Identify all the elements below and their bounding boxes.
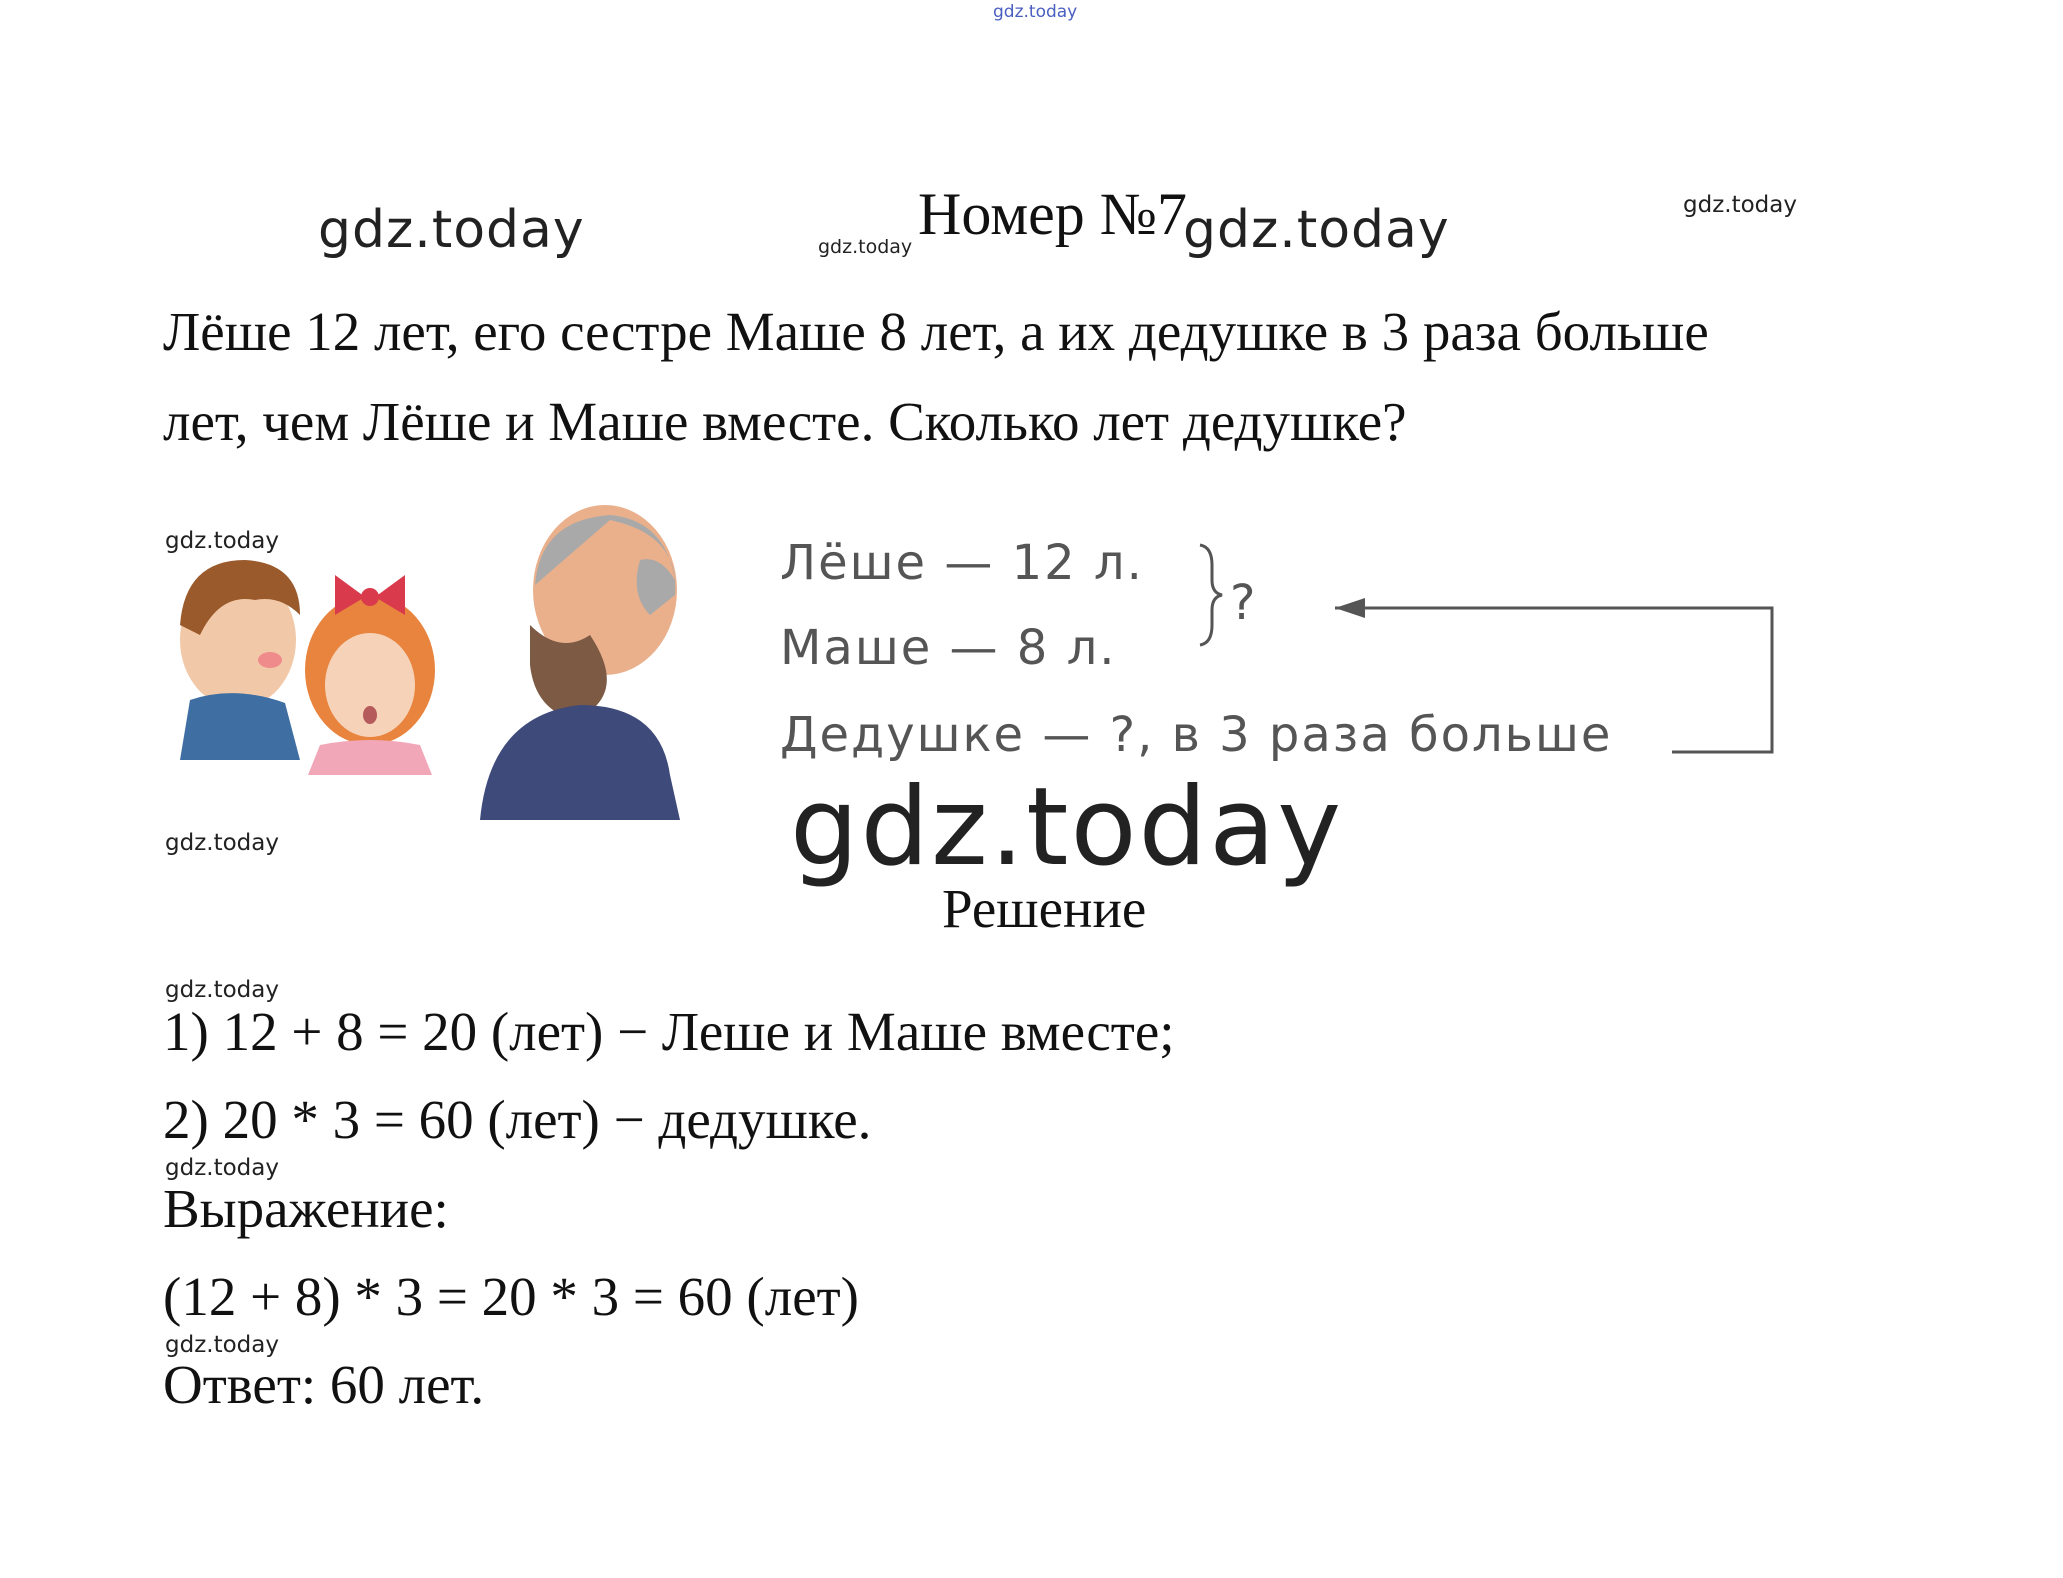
brace [1200, 545, 1222, 645]
problem-line-2: лет, чем Лёше и Маше вместе. Сколько лет дедушке? [163, 391, 1407, 452]
expression-label: Выражение: [163, 1178, 449, 1239]
answer: Ответ: 60 лет. [163, 1354, 485, 1415]
watermark-solution-3: gdz.today [165, 1332, 279, 1358]
scheme-question: ? [1230, 575, 1258, 631]
girl-illustration [305, 575, 435, 775]
solution-step-2: 2) 20 * 3 = 60 (лет) − дедушке. [163, 1089, 872, 1150]
arrow-head [1335, 598, 1365, 618]
grandfather-illustration [480, 505, 680, 820]
watermark-top: gdz.today [993, 2, 1078, 22]
watermark-solution-2: gdz.today [165, 1155, 279, 1181]
solution-heading: Решение [942, 878, 1147, 939]
watermark-figure-bottom: gdz.today [165, 830, 279, 856]
problem-line-1: Лёше 12 лет, его сестре Маше 8 лет, а их дедушке в 3 раза больше [163, 301, 1709, 362]
problem-figure [160, 475, 1780, 835]
expression: (12 + 8) * 3 = 20 * 3 = 60 (лет) [163, 1266, 859, 1327]
watermark-figure-top: gdz.today [165, 528, 279, 554]
watermark-right: gdz.today [1683, 192, 1797, 218]
solution-step-1: 1) 12 + 8 = 20 (лет) − Леше и Маше вместе; [163, 1001, 1175, 1062]
watermark-small-title: gdz.today [818, 236, 913, 258]
watermark-title-right: gdz.today [1183, 200, 1450, 260]
boy-illustration [180, 560, 300, 760]
watermark-solution-1: gdz.today [165, 977, 279, 1003]
scheme-row-2: Маше — 8 л. [780, 620, 1117, 676]
watermark-left: gdz.today [318, 200, 585, 260]
scheme-row-1: Лёше — 12 л. [780, 535, 1144, 591]
watermark-large: gdz.today [790, 765, 1344, 890]
page-title: Номер №7 [918, 181, 1188, 247]
scheme-row-3: Дедушке — ?, в 3 раза больше [780, 707, 1613, 763]
